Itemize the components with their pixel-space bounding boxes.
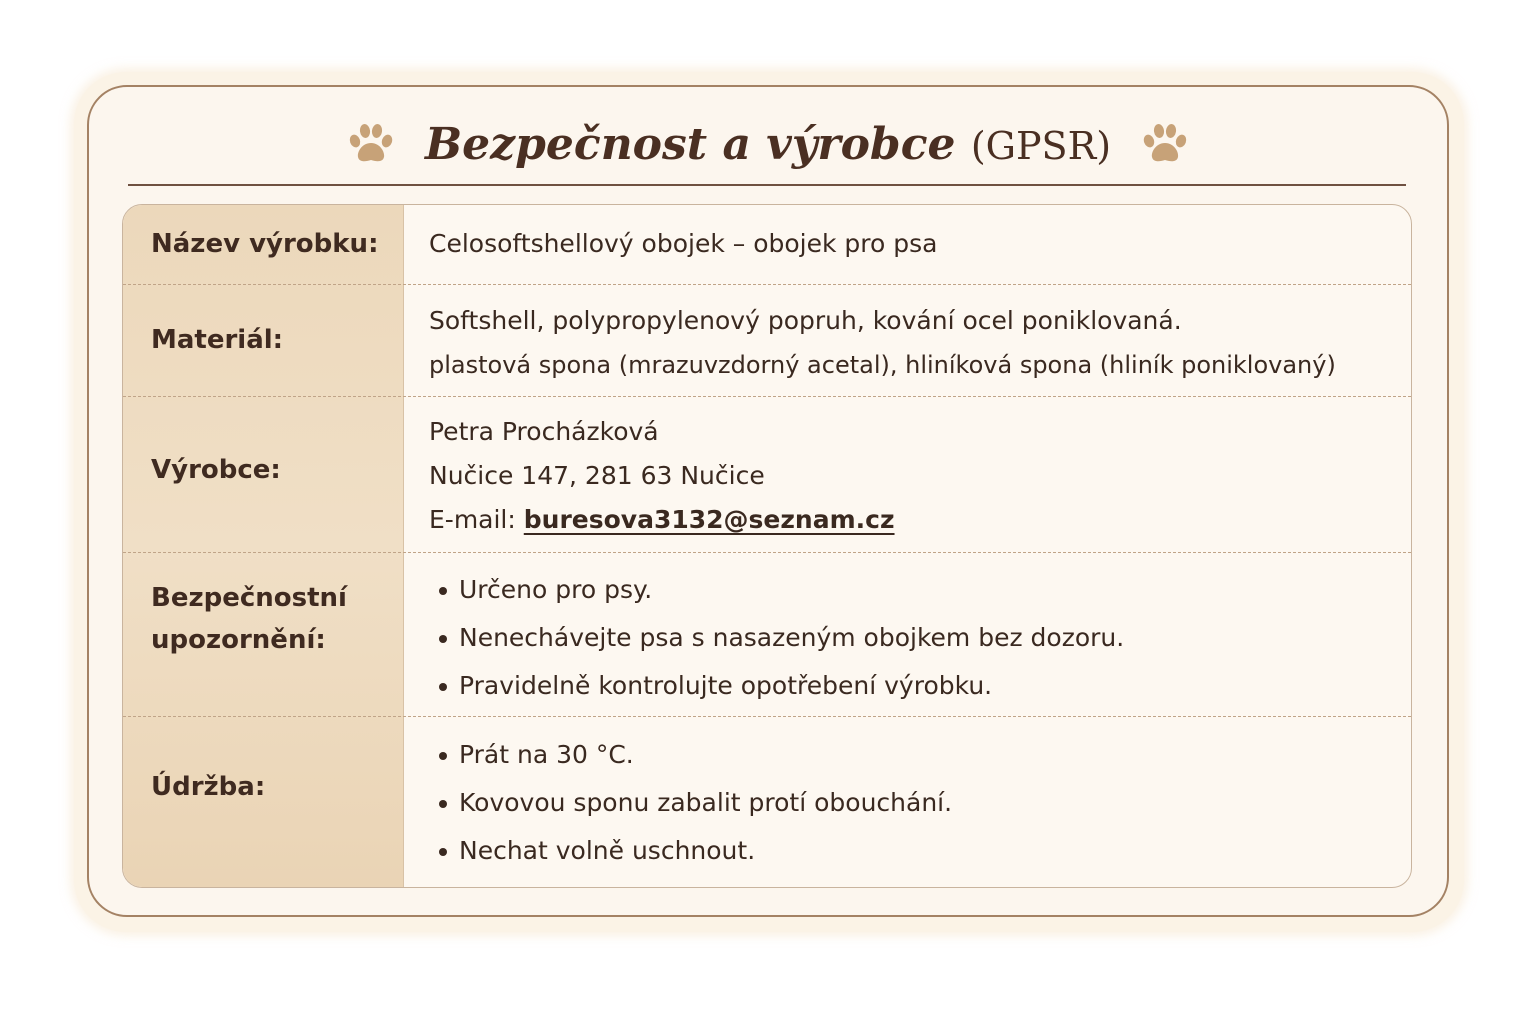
- manufacturer-label: Výrobce:: [151, 455, 281, 485]
- manufacturer-name: Petra Procházková: [429, 417, 659, 446]
- list-item: Určeno pro psy.: [429, 566, 1124, 614]
- maintenance-value: [429, 731, 952, 875]
- list-item: Kovovou sponu zabalit protí obouchání.: [429, 779, 952, 827]
- safety-label-line: upozornění:: [151, 625, 326, 655]
- material-line: Softshell, polypropylenový popruh, kování ocel poniklovaná.: [429, 306, 1182, 335]
- manufacturer-address: Nučice 147, 281 63 Nučice: [429, 461, 765, 490]
- list-item: Nechat volně uschnout.: [429, 827, 952, 875]
- row-safety: [123, 552, 1411, 716]
- row-product: [123, 205, 1411, 284]
- row-manufacturer: [123, 396, 1411, 552]
- material-label: Materiál:: [151, 325, 284, 355]
- title-suffix: (GPSR): [970, 123, 1112, 168]
- product-label: Název výrobku:: [151, 229, 379, 259]
- paw-icon: [347, 122, 395, 166]
- product-name: Celosoftshellový obojek – obojek pro psa: [429, 229, 938, 258]
- paw-icon: [1141, 122, 1189, 166]
- list-item: Prát na 30 °C.: [429, 731, 952, 779]
- manufacturer-value: [429, 410, 895, 542]
- safety-value: [429, 566, 1124, 710]
- safety-list: [429, 566, 1124, 710]
- maintenance-label: Údržba:: [151, 772, 266, 802]
- card-header: [128, 108, 1408, 180]
- list-item: Nenechávejte psa s nasazeným obojkem bez dozoru.: [429, 614, 1124, 662]
- manufacturer-email-line: [429, 498, 895, 542]
- product-value: [429, 222, 937, 266]
- row-maintenance: [123, 716, 1411, 888]
- email-label: E-mail:: [429, 505, 516, 534]
- email-link[interactable]: buresova3132@seznam.cz: [523, 505, 895, 534]
- row-material: [123, 284, 1411, 396]
- info-table: [122, 204, 1412, 888]
- safety-label-line: Bezpečnostní: [151, 583, 347, 613]
- material-line: plastová spona (mrazuvzdorný acetal), hliníková spona (hliník poniklovaný): [429, 351, 1336, 379]
- page-title: [425, 119, 1111, 170]
- maintenance-list: [429, 731, 952, 875]
- material-value: [429, 299, 1336, 387]
- safety-label: [151, 577, 347, 661]
- title-main: Bezpečnost a výrobce: [424, 118, 956, 170]
- title-divider: [128, 184, 1406, 186]
- list-item: Pravidelně kontrolujte opotřebení výrobku.: [429, 662, 1124, 710]
